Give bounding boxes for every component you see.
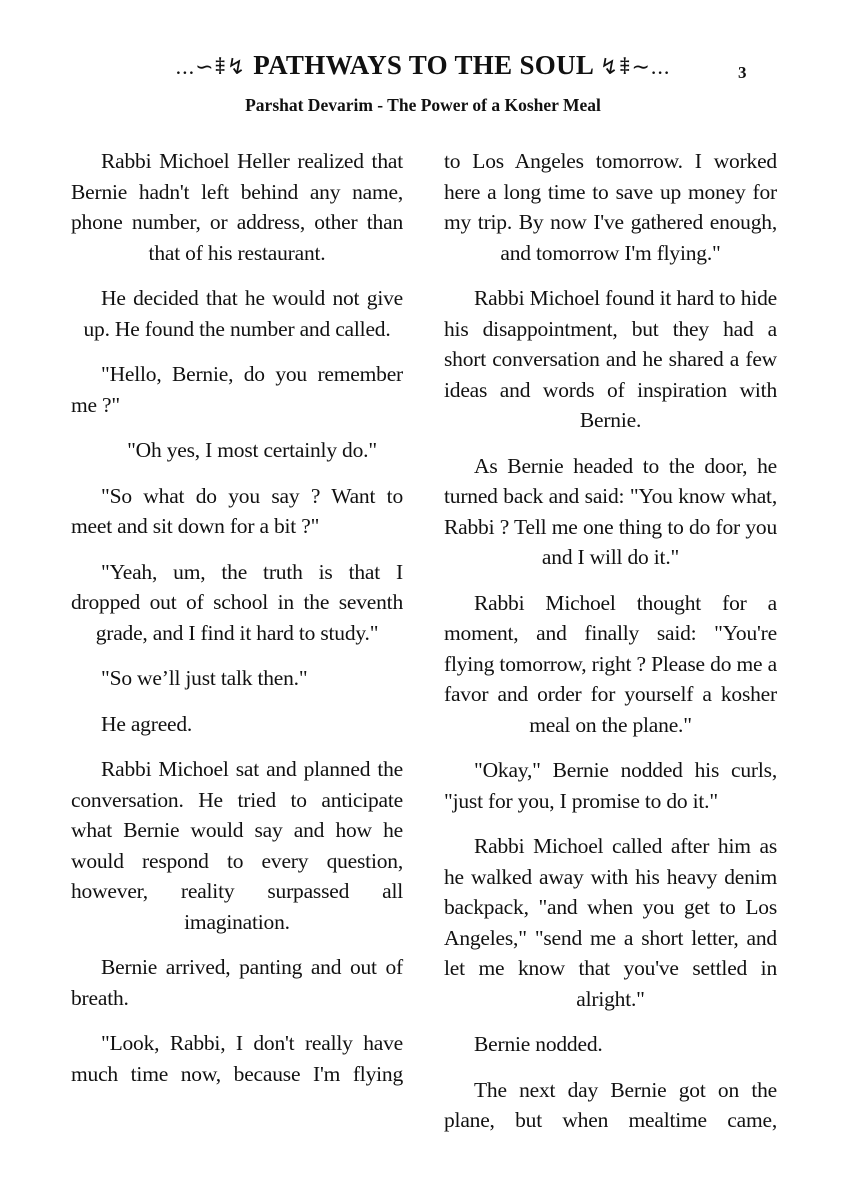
left-column (71, 146, 403, 1089)
paragraph: "So what do you say ? Want to meet and sit down for a bit ?" (71, 483, 403, 538)
paragraph: Bernie arrived, panting and out of breath. (71, 955, 403, 1010)
paragraph: As Bernie headed to the door, he turned back and said: "You know what, Rabbi ? Tell me one thing to do for you and I will do it." (444, 453, 777, 569)
paragraph: He decided that he would not give up. He found the number and called. (83, 286, 403, 341)
paragraph: "Okay," Bernie nodded his curls, "just for you, I promise to do it." (444, 758, 777, 813)
running-title (0, 50, 846, 81)
page-number: 3 (738, 63, 747, 82)
paragraph: Rabbi Michoel thought for a moment, and finally said: "You're flying tomorrow, right ? Please do me a favor and order for yourself a kosher meal on the plane." (444, 590, 777, 737)
paragraph: "Look, Rabbi, I don't really have much time now, because I'm flying (71, 1031, 403, 1086)
chapter-subtitle: Parshat Devarim - The Power of a Kosher Meal (245, 95, 601, 115)
paragraph: Rabbi Michoel Heller realized that Bernie hadn't left behind any name, phone number, or address, other than that of his restaurant. (71, 149, 403, 265)
paragraph: "Yeah, um, the truth is that I dropped out of school in the seventh grade, and I find it hard to study." (71, 559, 403, 645)
paragraph: to Los Angeles tomorrow. I worked here a long time to save up money for my trip. By now I've gathered enough, and tomorrow I'm flying." (444, 149, 777, 265)
book-title: PATHWAYS TO THE SOUL (253, 50, 593, 80)
paragraph: "Hello, Bernie, do you remember me ?" (71, 362, 403, 417)
paragraph: He agreed. (101, 711, 193, 736)
paragraph: Rabbi Michoel sat and planned the conversation. He tried to anticipate what Bernie would say and how he would respond to every question, however, reality surpassed all imagination. (71, 757, 403, 934)
paragraph: Rabbi Michoel called after him as he walked away with his heavy denim backpack, "and when you get to Los Angeles," "send me a short letter, and let me know that you've settled in alright." (444, 834, 777, 1011)
paragraph: The next day Bernie got on the plane, but when mealtime came, (444, 1077, 777, 1132)
right-ornament: ↯⹋∼... (599, 54, 671, 79)
paragraph: "So we’ll just talk then." (101, 666, 308, 690)
left-ornament: ...∽⹋↯ (175, 54, 247, 79)
right-column (444, 146, 777, 1136)
page-header (0, 50, 846, 90)
paragraph: Bernie nodded. (474, 1032, 603, 1056)
paragraph: Rabbi Michoel found it hard to hide his disappointment, but they had a short conversation and he shared a few ideas and words of inspiration with Bernie. (444, 286, 777, 432)
paragraph: "Oh yes, I most certainly do." (127, 438, 377, 462)
